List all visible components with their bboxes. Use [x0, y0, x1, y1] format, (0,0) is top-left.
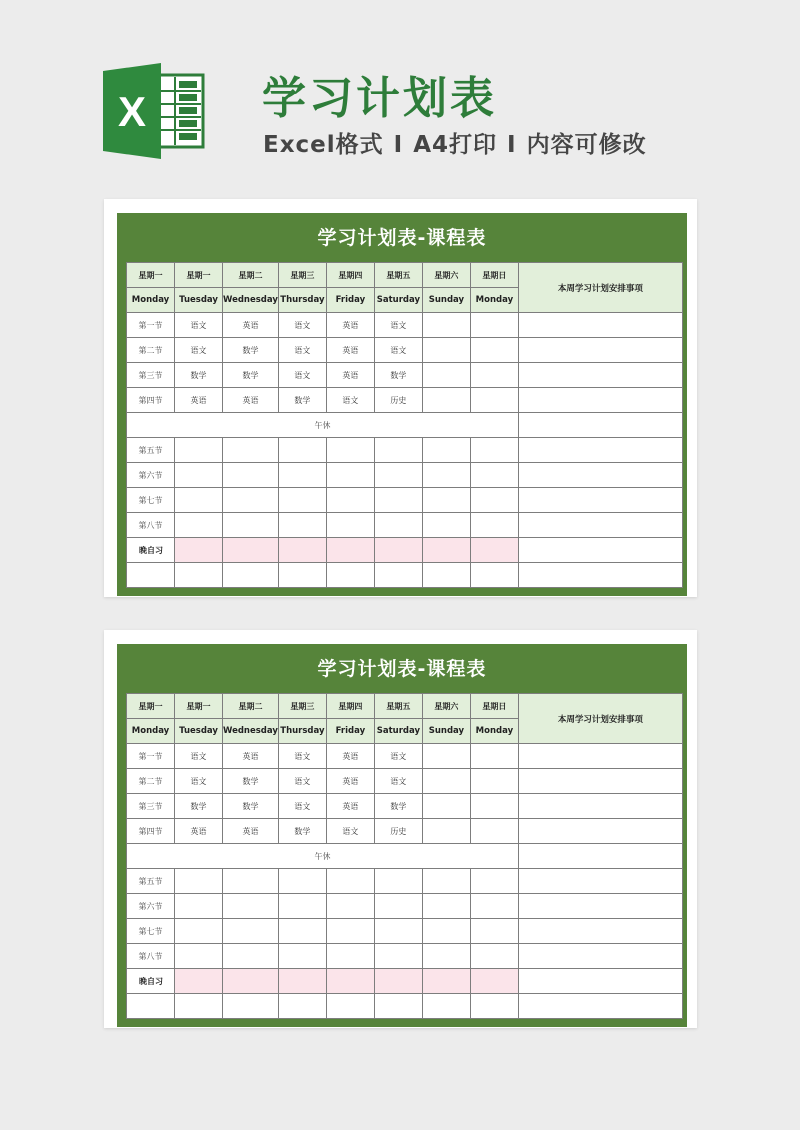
notes-cell [518, 538, 682, 563]
subject-cell [278, 513, 326, 538]
subject-cell [374, 563, 422, 588]
subject-cell [470, 513, 518, 538]
subject-cell [470, 744, 518, 769]
subject-cell: 语文 [278, 794, 326, 819]
subject-cell [278, 869, 326, 894]
notes-cell [518, 869, 682, 894]
day-header-cn: 星期六 [422, 263, 470, 288]
page-title: 学习计划表 [262, 73, 497, 124]
subject-cell [470, 969, 518, 994]
subject-cell [470, 538, 518, 563]
subject-cell [175, 563, 223, 588]
subject-cell [223, 463, 279, 488]
subject-cell: 数学 [223, 363, 279, 388]
subject-cell [374, 438, 422, 463]
subject-cell [326, 463, 374, 488]
subject-cell: 数学 [278, 819, 326, 844]
table-row [127, 563, 683, 588]
notes-cell [518, 563, 682, 588]
subject-cell: 数学 [175, 363, 223, 388]
subject-cell [326, 969, 374, 994]
subject-cell [422, 969, 470, 994]
subject-cell [422, 538, 470, 563]
subject-cell [278, 919, 326, 944]
day-header-cn: 星期五 [374, 694, 422, 719]
subject-cell [374, 869, 422, 894]
period-label: 第七节 [127, 488, 175, 513]
subject-cell [278, 538, 326, 563]
day-header-cn: 星期二 [223, 694, 279, 719]
period-label: 第一节 [127, 744, 175, 769]
subject-cell [470, 894, 518, 919]
day-header-en: Wednesday [223, 719, 279, 744]
subject-cell [422, 794, 470, 819]
subject-cell [422, 513, 470, 538]
subject-cell [422, 338, 470, 363]
table-row [127, 919, 683, 944]
day-header-cn: 星期日 [470, 694, 518, 719]
subject-cell [175, 513, 223, 538]
period-label: 第四节 [127, 819, 175, 844]
notes-cell [518, 413, 682, 438]
day-header-en: Sunday [422, 719, 470, 744]
page-subtitle [263, 126, 647, 159]
subject-cell [326, 438, 374, 463]
day-header-en: Saturday [374, 288, 422, 313]
table-row [127, 363, 683, 388]
day-header-en: Thursday [278, 288, 326, 313]
notes-cell [518, 463, 682, 488]
period-label: 第五节 [127, 438, 175, 463]
notes-header: 本周学习计划安排事项 [518, 263, 682, 313]
subject-cell [422, 944, 470, 969]
schedule-title: 学习计划表-课程表 [317, 658, 487, 680]
subject-cell [223, 438, 279, 463]
schedule-table [126, 262, 683, 588]
subject-cell [422, 994, 470, 1019]
subtitle-editable: 内容可修改 [526, 132, 647, 158]
day-header-cn: 星期二 [223, 263, 279, 288]
subject-cell: 语文 [326, 388, 374, 413]
subject-cell [223, 894, 279, 919]
subtitle-separator: I [507, 132, 517, 158]
subject-cell: 语文 [175, 744, 223, 769]
subject-cell [470, 363, 518, 388]
subject-cell: 语文 [374, 338, 422, 363]
excel-icon-letter: X [117, 88, 147, 135]
subject-cell: 语文 [278, 338, 326, 363]
subject-cell: 语文 [175, 338, 223, 363]
subject-cell [422, 363, 470, 388]
day-header-en: Tuesday [175, 719, 223, 744]
subject-cell [326, 994, 374, 1019]
subject-cell: 英语 [175, 388, 223, 413]
day-header-en: Wednesday [223, 288, 279, 313]
subject-cell [374, 894, 422, 919]
subject-cell: 英语 [223, 744, 279, 769]
subject-cell: 英语 [223, 313, 279, 338]
subject-cell [470, 338, 518, 363]
notes-cell [518, 513, 682, 538]
table-row [127, 894, 683, 919]
subject-cell [278, 488, 326, 513]
schedule-frame [117, 644, 687, 1027]
table-row [127, 769, 683, 794]
day-header-en: Friday [326, 719, 374, 744]
notes-cell [518, 363, 682, 388]
period-label: 第四节 [127, 388, 175, 413]
subject-cell [470, 438, 518, 463]
subject-cell [470, 794, 518, 819]
subject-cell [374, 969, 422, 994]
subject-cell [175, 869, 223, 894]
notes-cell [518, 388, 682, 413]
table-row [127, 313, 683, 338]
subject-cell [278, 994, 326, 1019]
subject-cell [374, 463, 422, 488]
period-label: 第二节 [127, 338, 175, 363]
day-header-cn: 星期日 [470, 263, 518, 288]
subject-cell: 数学 [223, 769, 279, 794]
table-row [127, 994, 683, 1019]
subject-cell: 历史 [374, 819, 422, 844]
subject-cell [326, 944, 374, 969]
day-header-cn: 星期六 [422, 694, 470, 719]
subject-cell [422, 894, 470, 919]
table-row [127, 869, 683, 894]
day-header-cn: 星期三 [278, 694, 326, 719]
notes-header: 本周学习计划安排事项 [518, 694, 682, 744]
subject-cell [326, 919, 374, 944]
lunch-break: 午休 [127, 413, 519, 438]
day-header-cn: 星期五 [374, 263, 422, 288]
notes-cell [518, 744, 682, 769]
table-row [127, 794, 683, 819]
subject-cell [326, 538, 374, 563]
day-header-en: Sunday [422, 288, 470, 313]
table-row [127, 844, 683, 869]
day-header-en: Tuesday [175, 288, 223, 313]
period-label: 第五节 [127, 869, 175, 894]
subject-cell: 英语 [223, 819, 279, 844]
subject-cell [470, 819, 518, 844]
schedule-frame [117, 213, 687, 596]
subject-cell: 英语 [175, 819, 223, 844]
subject-cell [223, 919, 279, 944]
notes-cell [518, 944, 682, 969]
subject-cell [470, 769, 518, 794]
subject-cell [127, 994, 175, 1019]
day-header-en: Monday [470, 288, 518, 313]
subject-cell: 语文 [374, 744, 422, 769]
subject-cell [374, 994, 422, 1019]
schedule-title: 学习计划表-课程表 [317, 227, 487, 249]
table-row [127, 338, 683, 363]
subject-cell [470, 944, 518, 969]
page-header [0, 0, 800, 190]
subject-cell [175, 994, 223, 1019]
subject-cell: 数学 [223, 794, 279, 819]
subject-cell [422, 744, 470, 769]
notes-cell [518, 994, 682, 1019]
subject-cell: 数学 [175, 794, 223, 819]
lunch-break: 午休 [127, 844, 519, 869]
excel-icon [103, 63, 205, 159]
day-header-en: Monday [127, 288, 175, 313]
table-row [127, 744, 683, 769]
schedule-sheet [104, 199, 697, 597]
subject-cell [223, 944, 279, 969]
day-header-cn: 星期四 [326, 263, 374, 288]
subject-cell [223, 538, 279, 563]
table-row [127, 388, 683, 413]
subject-cell: 数学 [374, 794, 422, 819]
day-header-en: Monday [127, 719, 175, 744]
subject-cell [223, 969, 279, 994]
subject-cell [223, 563, 279, 588]
subject-cell [278, 463, 326, 488]
table-row [127, 538, 683, 563]
subject-cell [470, 313, 518, 338]
subject-cell [374, 919, 422, 944]
subject-cell [422, 488, 470, 513]
subject-cell [326, 513, 374, 538]
table-header-row [127, 263, 683, 288]
subject-cell [223, 513, 279, 538]
subject-cell [374, 538, 422, 563]
period-label: 第三节 [127, 363, 175, 388]
day-header-cn: 星期四 [326, 694, 374, 719]
subject-cell [470, 388, 518, 413]
subject-cell: 语文 [175, 313, 223, 338]
period-label: 第八节 [127, 944, 175, 969]
subject-cell [175, 919, 223, 944]
period-label: 第六节 [127, 463, 175, 488]
subject-cell [470, 994, 518, 1019]
notes-cell [518, 844, 682, 869]
notes-cell [518, 894, 682, 919]
subject-cell [175, 488, 223, 513]
subject-cell: 英语 [223, 388, 279, 413]
subject-cell [374, 488, 422, 513]
subject-cell: 语文 [278, 363, 326, 388]
subject-cell [127, 563, 175, 588]
subject-cell [278, 563, 326, 588]
subject-cell [175, 538, 223, 563]
subject-cell [470, 869, 518, 894]
notes-cell [518, 769, 682, 794]
day-header-cn: 星期一 [127, 694, 175, 719]
period-label: 第八节 [127, 513, 175, 538]
day-header-en: Saturday [374, 719, 422, 744]
notes-cell [518, 819, 682, 844]
subject-cell [374, 944, 422, 969]
evening-label: 晚自习 [127, 538, 175, 563]
table-row [127, 463, 683, 488]
subject-cell: 语文 [374, 313, 422, 338]
subject-cell [175, 894, 223, 919]
period-label: 第一节 [127, 313, 175, 338]
schedule-sheet [104, 630, 697, 1028]
period-label: 第六节 [127, 894, 175, 919]
subject-cell [175, 463, 223, 488]
subject-cell [422, 769, 470, 794]
period-label: 第三节 [127, 794, 175, 819]
day-header-cn: 星期一 [127, 263, 175, 288]
table-row [127, 413, 683, 438]
subject-cell [175, 438, 223, 463]
notes-cell [518, 338, 682, 363]
subject-cell [422, 919, 470, 944]
subject-cell: 英语 [326, 744, 374, 769]
subject-cell: 数学 [374, 363, 422, 388]
day-header-cn: 星期一 [175, 694, 223, 719]
day-header-cn: 星期一 [175, 263, 223, 288]
day-header-en: Friday [326, 288, 374, 313]
period-label: 第二节 [127, 769, 175, 794]
subject-cell [223, 994, 279, 1019]
subject-cell [374, 513, 422, 538]
table-row [127, 488, 683, 513]
subject-cell: 语文 [175, 769, 223, 794]
subject-cell [175, 969, 223, 994]
subject-cell [278, 438, 326, 463]
subject-cell [470, 919, 518, 944]
subject-cell: 英语 [326, 769, 374, 794]
notes-cell [518, 969, 682, 994]
schedule-table [126, 693, 683, 1019]
subject-cell [422, 819, 470, 844]
subject-cell: 历史 [374, 388, 422, 413]
subject-cell [278, 944, 326, 969]
day-header-en: Monday [470, 719, 518, 744]
subtitle-separator: I [393, 132, 404, 158]
subject-cell: 数学 [223, 338, 279, 363]
day-header-cn: 星期三 [278, 263, 326, 288]
table-row [127, 513, 683, 538]
subject-cell [422, 463, 470, 488]
subject-cell [326, 563, 374, 588]
subject-cell [278, 969, 326, 994]
subject-cell [278, 894, 326, 919]
subject-cell [422, 388, 470, 413]
period-label: 第七节 [127, 919, 175, 944]
table-row [127, 819, 683, 844]
subject-cell [422, 313, 470, 338]
subject-cell [422, 563, 470, 588]
table-row [127, 944, 683, 969]
subject-cell [470, 463, 518, 488]
evening-label: 晚自习 [127, 969, 175, 994]
subject-cell [422, 869, 470, 894]
table-row [127, 438, 683, 463]
notes-cell [518, 313, 682, 338]
subject-cell: 英语 [326, 363, 374, 388]
subtitle-print: A4打印 [413, 132, 498, 158]
subject-cell: 语文 [326, 819, 374, 844]
subject-cell: 英语 [326, 794, 374, 819]
subject-cell [470, 488, 518, 513]
subject-cell: 语文 [278, 744, 326, 769]
table-row [127, 969, 683, 994]
subject-cell: 语文 [374, 769, 422, 794]
subject-cell: 英语 [326, 338, 374, 363]
subject-cell [470, 563, 518, 588]
subtitle-format: Excel格式 [263, 132, 384, 158]
notes-cell [518, 488, 682, 513]
subject-cell [223, 488, 279, 513]
subject-cell [326, 488, 374, 513]
notes-cell [518, 919, 682, 944]
subject-cell [422, 438, 470, 463]
subject-cell: 英语 [326, 313, 374, 338]
subject-cell [326, 894, 374, 919]
subject-cell: 语文 [278, 313, 326, 338]
notes-cell [518, 794, 682, 819]
table-header-row [127, 694, 683, 719]
subject-cell [223, 869, 279, 894]
subject-cell: 数学 [278, 388, 326, 413]
subject-cell: 语文 [278, 769, 326, 794]
subject-cell [175, 944, 223, 969]
day-header-en: Thursday [278, 719, 326, 744]
subject-cell [326, 869, 374, 894]
notes-cell [518, 438, 682, 463]
